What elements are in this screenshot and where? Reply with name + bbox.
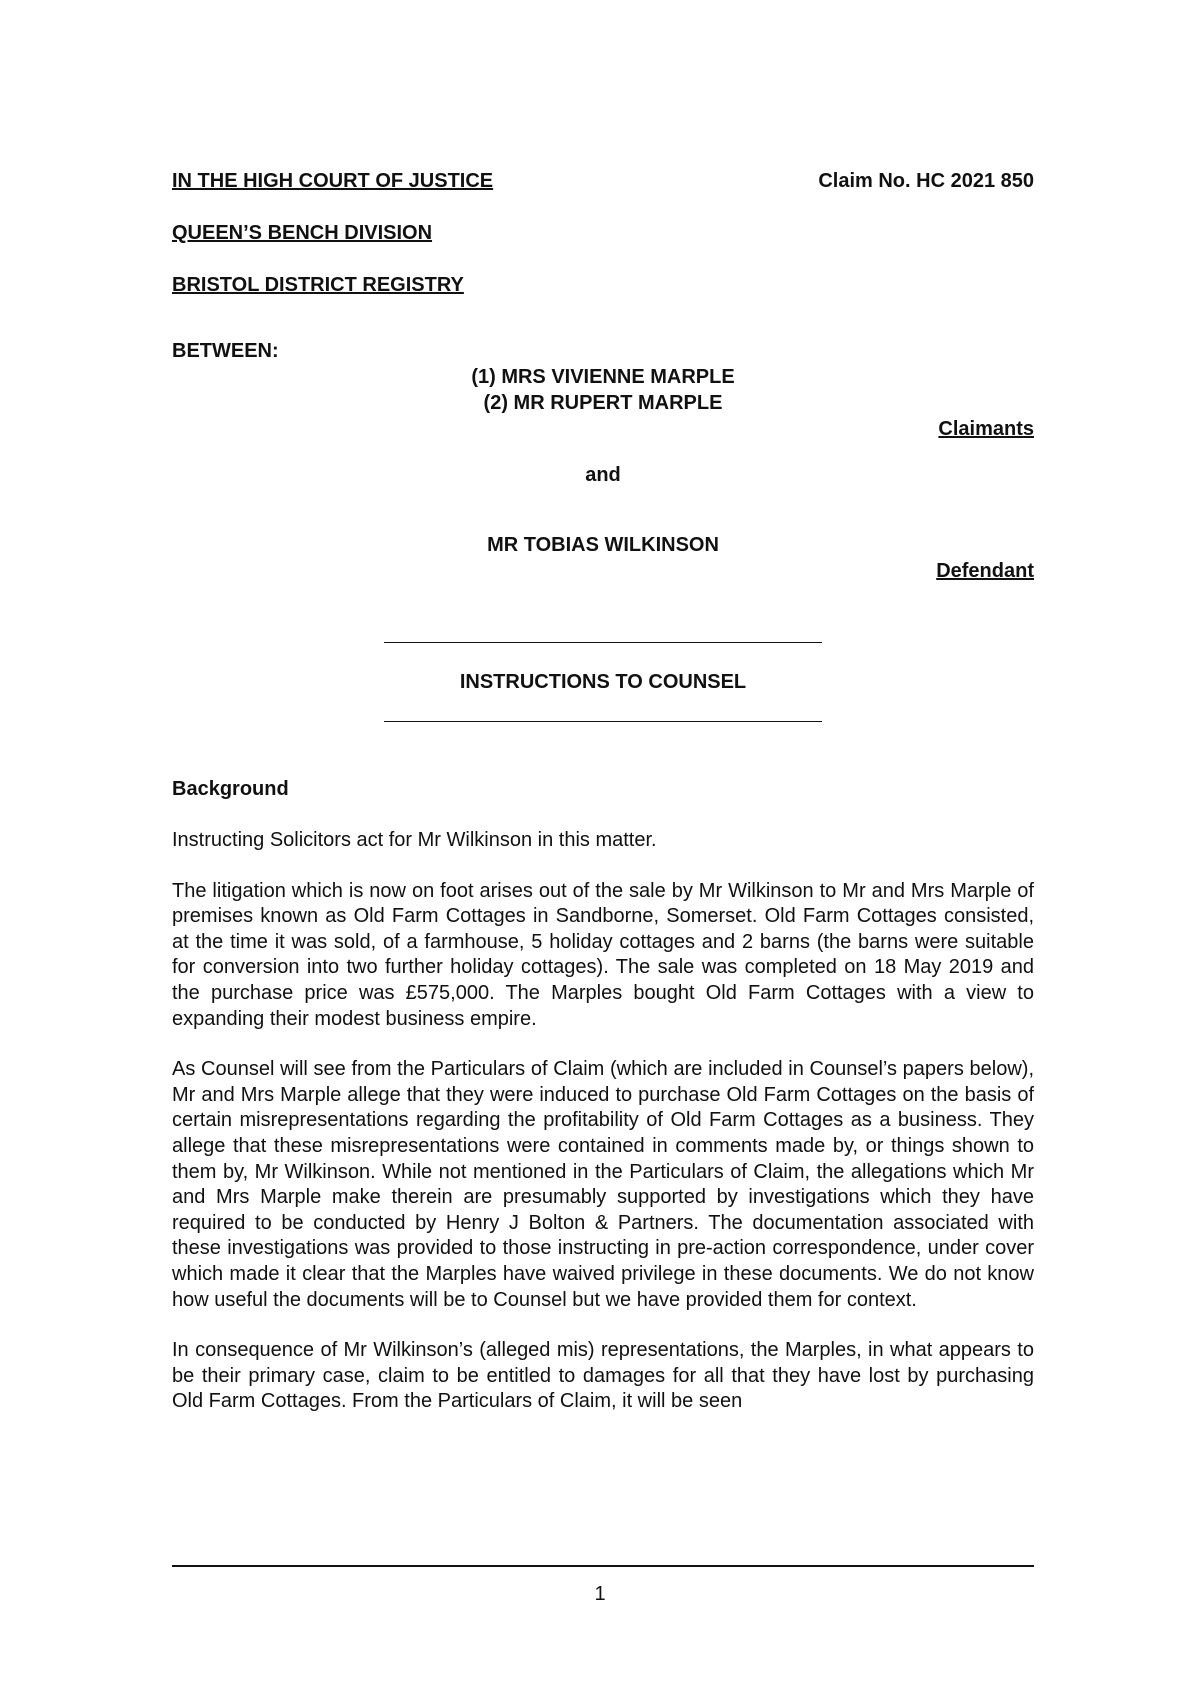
between-label: BETWEEN: xyxy=(172,340,279,362)
and-label: and xyxy=(585,464,621,486)
paragraph-1: Instructing Solicitors act for Mr Wilkinson in this matter. xyxy=(172,829,657,851)
claimants-label: Claimants xyxy=(938,418,1034,440)
document-title: INSTRUCTIONS TO COUNSEL xyxy=(459,671,747,693)
document-body xyxy=(172,170,1034,1415)
court-header-row xyxy=(172,170,1034,196)
claimant-1: (1) MRS VIVIENNE MARPLE xyxy=(471,366,735,388)
section-heading-background: Background xyxy=(172,778,289,800)
court-registry: BRISTOL DISTRICT REGISTRY xyxy=(172,274,464,296)
page-number: 1 xyxy=(594,1583,606,1605)
paragraph-4: In consequence of Mr Wilkinson’s (alleged mis) representations, the Marples, in what appears to be their primary case, claim to be entitled to damages for all that they have lost by purchasing Old Farm Cottages. From the Particulars of Claim, it will be seen xyxy=(172,1339,1034,1413)
court-name: IN THE HIGH COURT OF JUSTICE xyxy=(172,170,494,192)
paragraph-3: As Counsel will see from the Particulars of Claim (which are included in Counsel’s papers below), Mr and Mrs Marple allege that they were induced to purchase Old Farm Cottages on the basis of certain misrepresentations regarding the profitability of Old Farm Cottages as a business. They allege that these misrepresentations were contained in comments made by, or things shown to them by, Mr Wilkinson. While not mentioned in the Particulars of Claim, the allegations which Mr and Mrs Marple make therein are presumably supported by investigations which they have required to be conducted by Henry J Bolton & Partners. The documentation associated with these investigations was provided to those instructing in pre-action correspondence, under cover which made it clear that the Marples have waived privilege in these documents. We do not know how useful the documents will be to Counsel but we have provided them for context. xyxy=(172,1058,1034,1311)
claim-number: Claim No. HC 2021 850 xyxy=(818,170,1034,192)
defendant-label: Defendant xyxy=(936,560,1034,582)
claimant-2: (2) MR RUPERT MARPLE xyxy=(483,392,723,414)
court-division: QUEEN’S BENCH DIVISION xyxy=(172,222,433,244)
defendant-name: MR TOBIAS WILKINSON xyxy=(487,534,719,556)
paragraph-2: The litigation which is now on foot arises out of the sale by Mr Wilkinson to Mr and Mrs Marple of premises known as Old Farm Cottages in Sandborne, Somerset. Old Farm Cottages consisted, at the time it was sold, of a farmhouse, 5 holiday cottages and 2 barns (the barns were suitable for conversion into two further holiday cottages). The sale was completed on 18 May 2019 and the purchase price was £575,000. The Marples bought Old Farm Cottages with a view to expanding their modest business empire. xyxy=(172,879,1034,1030)
footer-rule xyxy=(172,1565,1034,1567)
